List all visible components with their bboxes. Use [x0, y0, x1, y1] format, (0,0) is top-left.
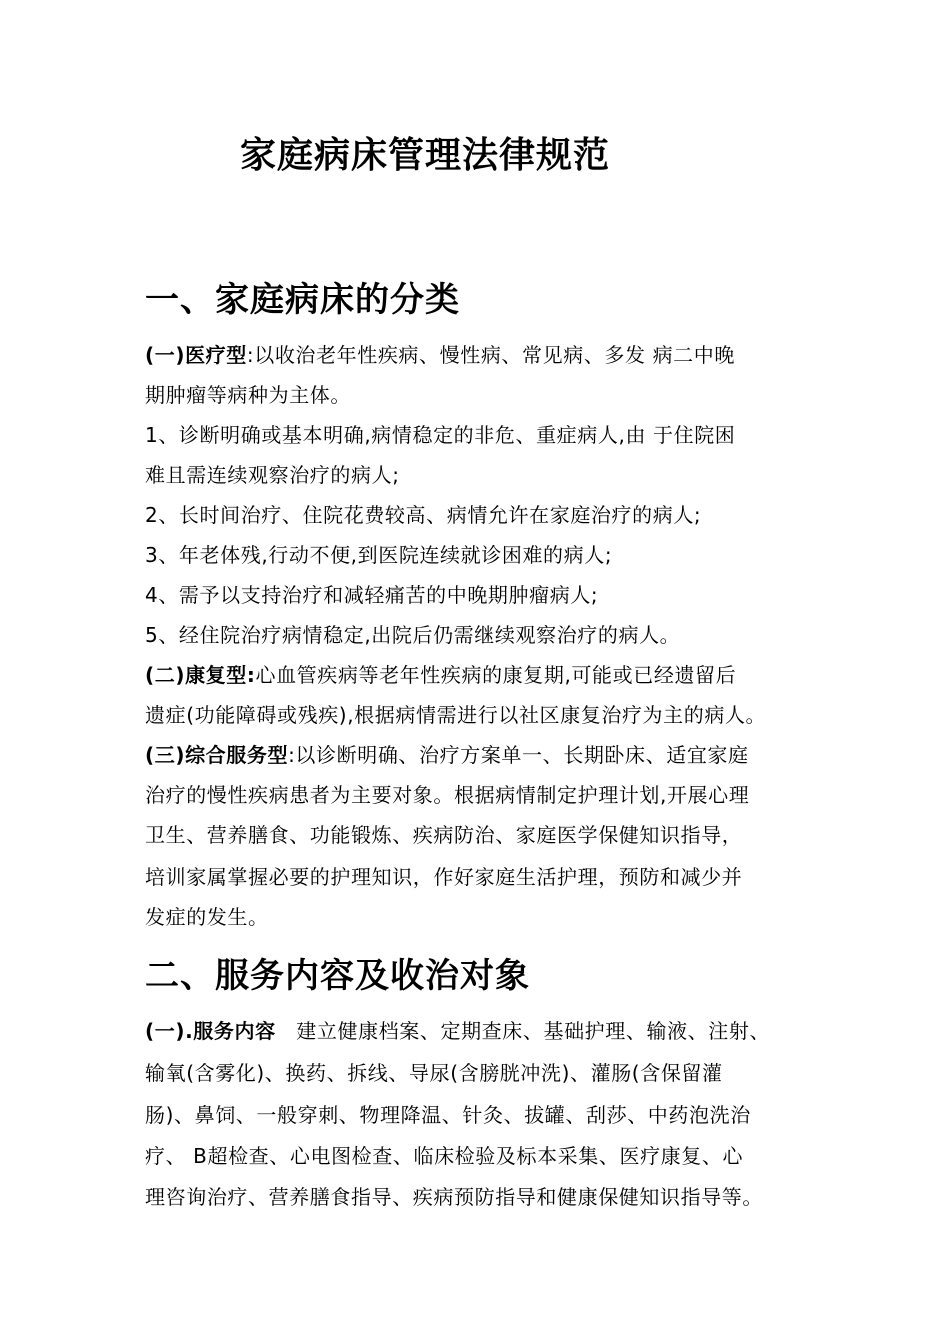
paragraph-line	[145, 582, 598, 608]
paragraph-line	[145, 864, 742, 890]
line-text: 1、诊断明确或基本明确,病情稳定的非危、重症病人,由 于住院困	[145, 423, 736, 447]
paragraph-line	[145, 822, 742, 848]
section-heading-services: 二、服务内容及收治对象	[145, 956, 530, 996]
item-lead: (二)康复型:	[145, 663, 256, 687]
paragraph-line	[145, 702, 766, 728]
line-text: :以收治老年性疾病、慢性病、常见病、多发 病二中晚	[246, 343, 735, 367]
paragraph-line	[145, 462, 400, 488]
line-text: 2、长时间治疗、住院花费较高、病情允许在家庭治疗的病人;	[145, 503, 702, 527]
line-text: 建立健康档案、定期查床、基础护理、输液、注射、	[275, 1019, 771, 1043]
paragraph-line	[145, 1143, 743, 1169]
paragraph-line	[145, 742, 749, 768]
item-lead: (一)医疗型	[145, 343, 247, 367]
line-text: 发症的发生。	[145, 905, 269, 929]
item-lead: (一).服务内容	[145, 1019, 276, 1043]
paragraph-line	[145, 382, 351, 408]
paragraph-line	[145, 1102, 751, 1128]
line-text: 培训家属掌握必要的护理知识，作好家庭生活护理，预防和减少并	[145, 865, 743, 889]
paragraph-line	[145, 1018, 770, 1044]
section-heading-classification: 一、家庭病床的分类	[145, 280, 460, 320]
paragraph-line	[145, 542, 612, 568]
line-text: 心血管疾病等老年性疾病的康复期,可能或已经遗留后	[255, 663, 737, 687]
line-text: 期肿瘤等病种为主体。	[145, 383, 351, 407]
paragraph-line	[145, 342, 735, 368]
line-text: 难且需连续观察治疗的病人;	[145, 463, 400, 487]
line-text: :以诊断明确、治疗方案单一、长期卧床、适宜家庭	[288, 743, 749, 767]
paragraph-line	[145, 502, 701, 528]
line-text: 肠)、鼻饲、一般穿刺、物理降温、针灸、拔罐、刮莎、中药泡洗治	[145, 1103, 751, 1127]
line-text: 疗、 B超检查、心电图检查、临床检验及标本采集、医疗康复、心	[145, 1144, 744, 1168]
line-text: 输氧(含雾化)、换药、拆线、导尿(含膀胱冲洗)、灌肠(含保留灌	[145, 1061, 723, 1085]
paragraph-line	[145, 1060, 723, 1086]
paragraph-line	[145, 782, 749, 808]
line-text: 卫生、营养膳食、功能锻炼、疾病防治、家庭医学保健知识指导，	[145, 823, 743, 847]
paragraph-line	[145, 422, 735, 448]
item-lead: (三)综合服务型	[145, 743, 289, 767]
paragraph-line	[145, 622, 680, 648]
line-text: 理咨询治疗、营养膳食指导、疾病预防指导和健康保健知识指导等。	[145, 1185, 763, 1209]
paragraph-line	[145, 904, 269, 930]
line-text: 3、年老体残,行动不便,到医院连续就诊困难的病人;	[145, 543, 613, 567]
line-text: 遗症(功能障碍或残疾),根据病情需进行以社区康复治疗为主的病人。	[145, 703, 767, 727]
line-text: 5、经住院治疗病情稳定,出院后仍需继续观察治疗的病人。	[145, 623, 681, 647]
paragraph-line	[145, 1184, 763, 1210]
line-text: 4、需予以支持治疗和减轻痛苦的中晚期肿瘤病人;	[145, 583, 599, 607]
paragraph-line	[145, 662, 736, 688]
document-title: 家庭病床管理法律规范	[240, 135, 611, 176]
line-text: 治疗的慢性疾病患者为主要对象。根据病情制定护理计划,开展心理	[145, 783, 750, 807]
